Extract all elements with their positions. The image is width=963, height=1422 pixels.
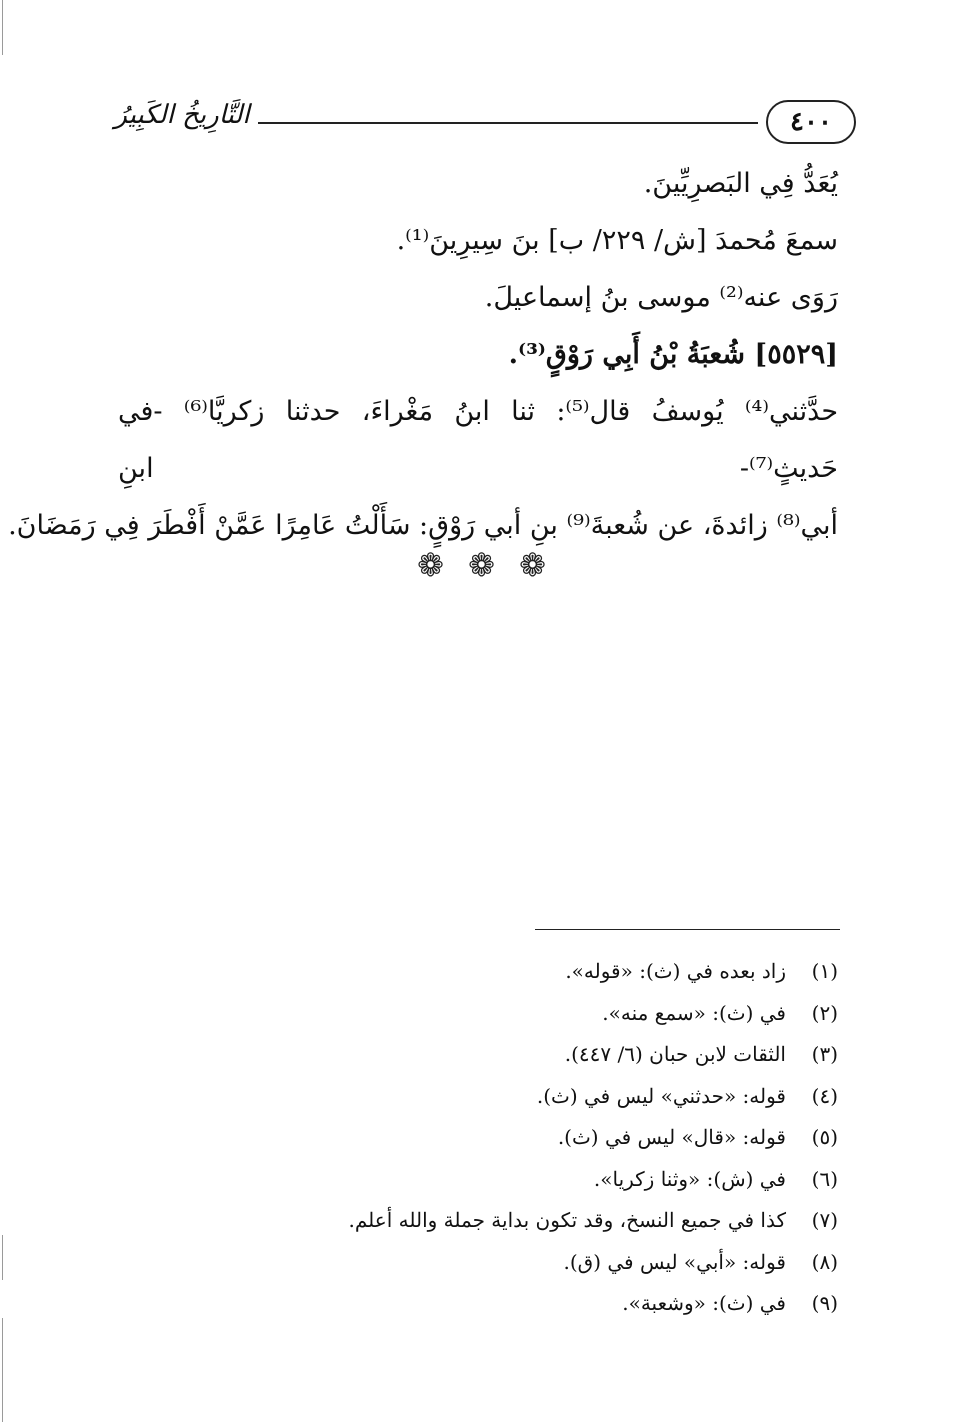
text-line: يُعَدُّ فِي البَصرِيِّينَ. (643, 168, 838, 199)
floral-ornament-icon: ❁ (519, 546, 546, 584)
book-title: التَّارِيخُ الكَبِيرُ (114, 100, 250, 130)
footnote-number: (١) (811, 959, 838, 983)
text-line: حدَّثني⁽⁴⁾ يُوسفُ قال⁽⁵⁾: ثنا ابنُ مَغْراءَ، حدثنا زكريَّا⁽⁶⁾ -في حَديثٍ⁽⁷⁾- ابنِ (118, 396, 839, 484)
footnote-number: (٧) (811, 1208, 838, 1232)
floral-ornament-icon: ❁ (417, 546, 444, 584)
footnote-text: كذا في جميع النسخ، وقد تكون بداية جملة والله أعلم. (348, 1208, 786, 1232)
footnote-item (118, 1034, 838, 1076)
footnote-number: (٩) (811, 1291, 838, 1315)
footnote-text: الثقات لابن حبان (٦/ ٤٤٧). (564, 1042, 786, 1066)
footnote-text: في (ش): «وثنا زكريا». (593, 1166, 786, 1191)
footnote-item (118, 1117, 838, 1159)
footnote-text: قوله: «قال» ليس في (ث). (557, 1125, 786, 1149)
footnote-text: زاد بعده في (ث): «قوله». (565, 959, 786, 983)
page-number: ٤٠٠ (790, 107, 832, 137)
page-number-badge (766, 100, 856, 144)
text-line: رَوَى عنه⁽²⁾ موسى بنُ إسماعيلَ. (484, 282, 838, 313)
section-divider-ornaments (0, 546, 963, 584)
main-text (8, 155, 839, 554)
text-line: سمعَ مُحمدَ [ش/ ٢٢٩/ ب] بنَ سِيرِينَ⁽¹⁾. (396, 225, 838, 256)
footnote-item (118, 951, 838, 993)
footnote-item (118, 1076, 838, 1118)
footnotes (118, 951, 838, 1325)
floral-ornament-icon: ❁ (468, 546, 495, 584)
scan-edge-mark (2, 1318, 3, 1422)
footnote-item (118, 1159, 838, 1201)
footnote-item (118, 1283, 838, 1325)
scan-edge-mark (2, 0, 3, 55)
entry-heading: [٥٥٢٩] شُعبَةُ بْنُ أَبِي رَوْقٍ⁽³⁾. (508, 339, 838, 370)
header-rule (258, 122, 758, 124)
footnote-text: قوله: «أبي» ليس في (ق). (563, 1249, 786, 1274)
footnote-number: (٨) (811, 1249, 838, 1274)
footnote-number: (٤) (811, 1083, 838, 1108)
footnote-number: (٣) (811, 1042, 838, 1066)
footnote-text: في (ث): «وشعبة». (622, 1291, 786, 1315)
scan-edge-mark (2, 1235, 3, 1280)
footnote-item (118, 1242, 838, 1284)
text-line: أبي⁽⁸⁾ زائدةَ، عن شُعبةَ⁽⁹⁾ بنِ أبي رَوْقٍ: سَأَلْتُ عَامِرًا عَمَّنْ أَفْطَرَ فِي رَمَضَانَ. (8, 510, 838, 541)
footnote-text: في (ث): «سمع منه». (602, 1000, 786, 1025)
footnote-separator (535, 929, 840, 930)
footnote-number: (٥) (811, 1125, 838, 1149)
footnote-item (118, 993, 838, 1035)
footnote-text: قوله: «حدثني» ليس في (ث). (536, 1083, 786, 1108)
footnote-number: (٦) (811, 1166, 838, 1191)
footnote-item (118, 1200, 838, 1242)
footnote-number: (٢) (811, 1000, 838, 1025)
